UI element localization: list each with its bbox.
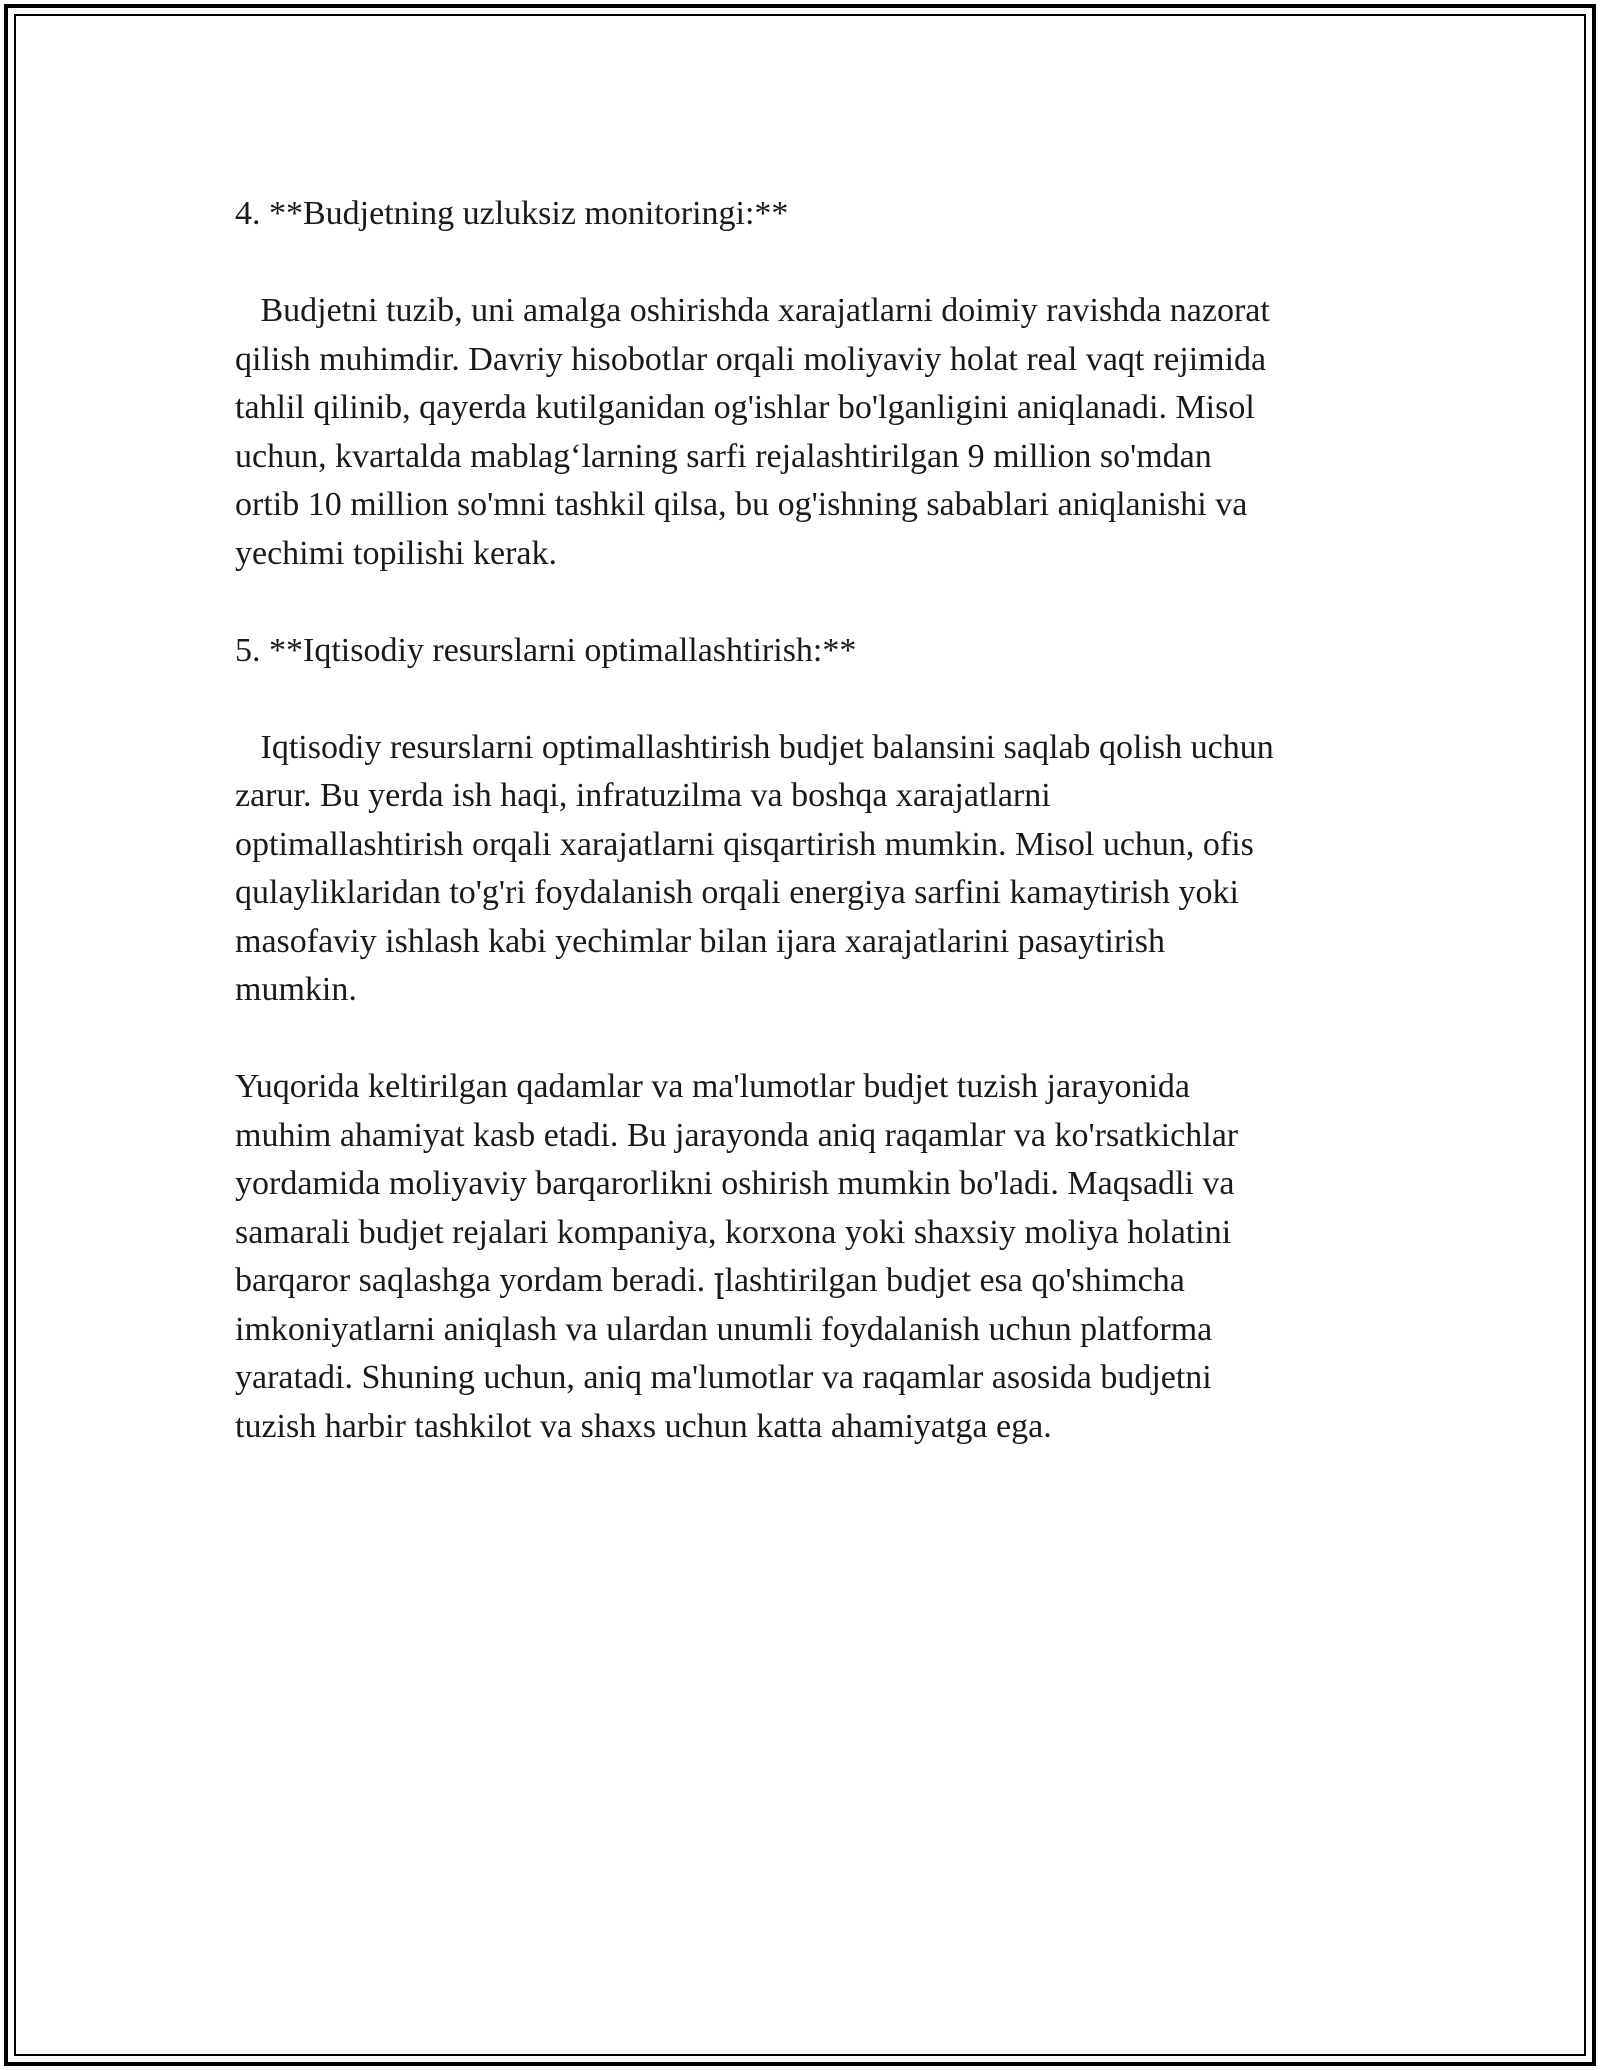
text-line: mumkin.	[235, 971, 357, 1008]
text-line: barqaror saqlashga yordam beradi. ꞁlashtirilgan budjet esa qo'shimcha	[235, 1262, 1185, 1299]
paragraph-gap	[235, 1015, 1375, 1064]
text-line: zarur. Bu yerda ish haqi, infratuzilma va boshqa xarajatlarni	[235, 777, 1051, 814]
text-line: yordamida moliyaviy barqarorlikni oshirish mumkin bo'ladi. Maqsadli va	[235, 1165, 1235, 1202]
text-line: Iqtisodiy resurslarni optimallashtirish budjet balansini saqlab qolish uchun	[235, 728, 1274, 766]
text-line: samarali budjet rejalari kompaniya, korxona yoki shaxsiy moliya holatini	[235, 1213, 1232, 1251]
text-line: qulayliklaridan to'g'ri foydalanish orqali energiya sarfini kamaytirish yoki	[235, 874, 1239, 911]
text-line: optimallashtirish orqali xarajatlarni qisqartirish mumkin. Misol uchun, ofis	[235, 825, 1254, 863]
paragraph-budget-monitoring	[235, 287, 1375, 578]
text-line: qilish muhimdir. Davriy hisobotlar orqali moliyaviy holat real vaqt rejimida	[235, 340, 1267, 378]
paragraph-gap	[235, 239, 1375, 288]
text-line: tahlil qilinib, qayerda kutilganidan og'ishlar bo'lganligini aniqlanadi. Misol	[235, 389, 1255, 426]
document-body	[235, 190, 1375, 1451]
heading-budget-monitoring: 4. **Budjetning uzluksiz monitoringi:**	[235, 195, 789, 232]
text-line: masofaviy ishlash kabi yechimlar bilan ijara xarajatlarini pasaytirish	[235, 922, 1165, 960]
text-line: ortib 10 million so'mni tashkil qilsa, bu og'ishning sabablari aniqlanishi va	[235, 486, 1248, 523]
text-line: muhim ahamiyat kasb etadi. Bu jarayonda aniq raqamlar va ko'rsatkichlar	[235, 1116, 1239, 1154]
text-line: yechimi topilishi kerak.	[235, 534, 557, 572]
text-line: uchun, kvartalda mablag‘larning sarfi rejalashtirilgan 9 million so'mdan	[235, 437, 1212, 475]
paragraph-conclusion	[235, 1063, 1375, 1451]
paragraph-resource-optimization	[235, 724, 1375, 1015]
paragraph-gap	[235, 675, 1375, 724]
text-line: Budjetni tuzib, uni amalga oshirishda xarajatlarni doimiy ravishda nazorat	[235, 292, 1270, 329]
text-line: Yuqorida keltirilgan qadamlar va ma'lumotlar budjet tuzish jarayonida	[235, 1068, 1191, 1105]
text-line: tuzish harbir tashkilot va shaxs uchun katta ahamiyatga ega.	[235, 1407, 1052, 1445]
heading-resource-optimization: 5. **Iqtisodiy resurslarni optimallashtirish:**	[235, 631, 857, 669]
text-line: imkoniyatlarni aniqlash va ulardan unumli foydalanish uchun platforma	[235, 1310, 1213, 1348]
paragraph-gap	[235, 578, 1375, 627]
text-line: yaratadi. Shuning uchun, aniq ma'lumotlar va raqamlar asosida budjetni	[235, 1359, 1212, 1396]
